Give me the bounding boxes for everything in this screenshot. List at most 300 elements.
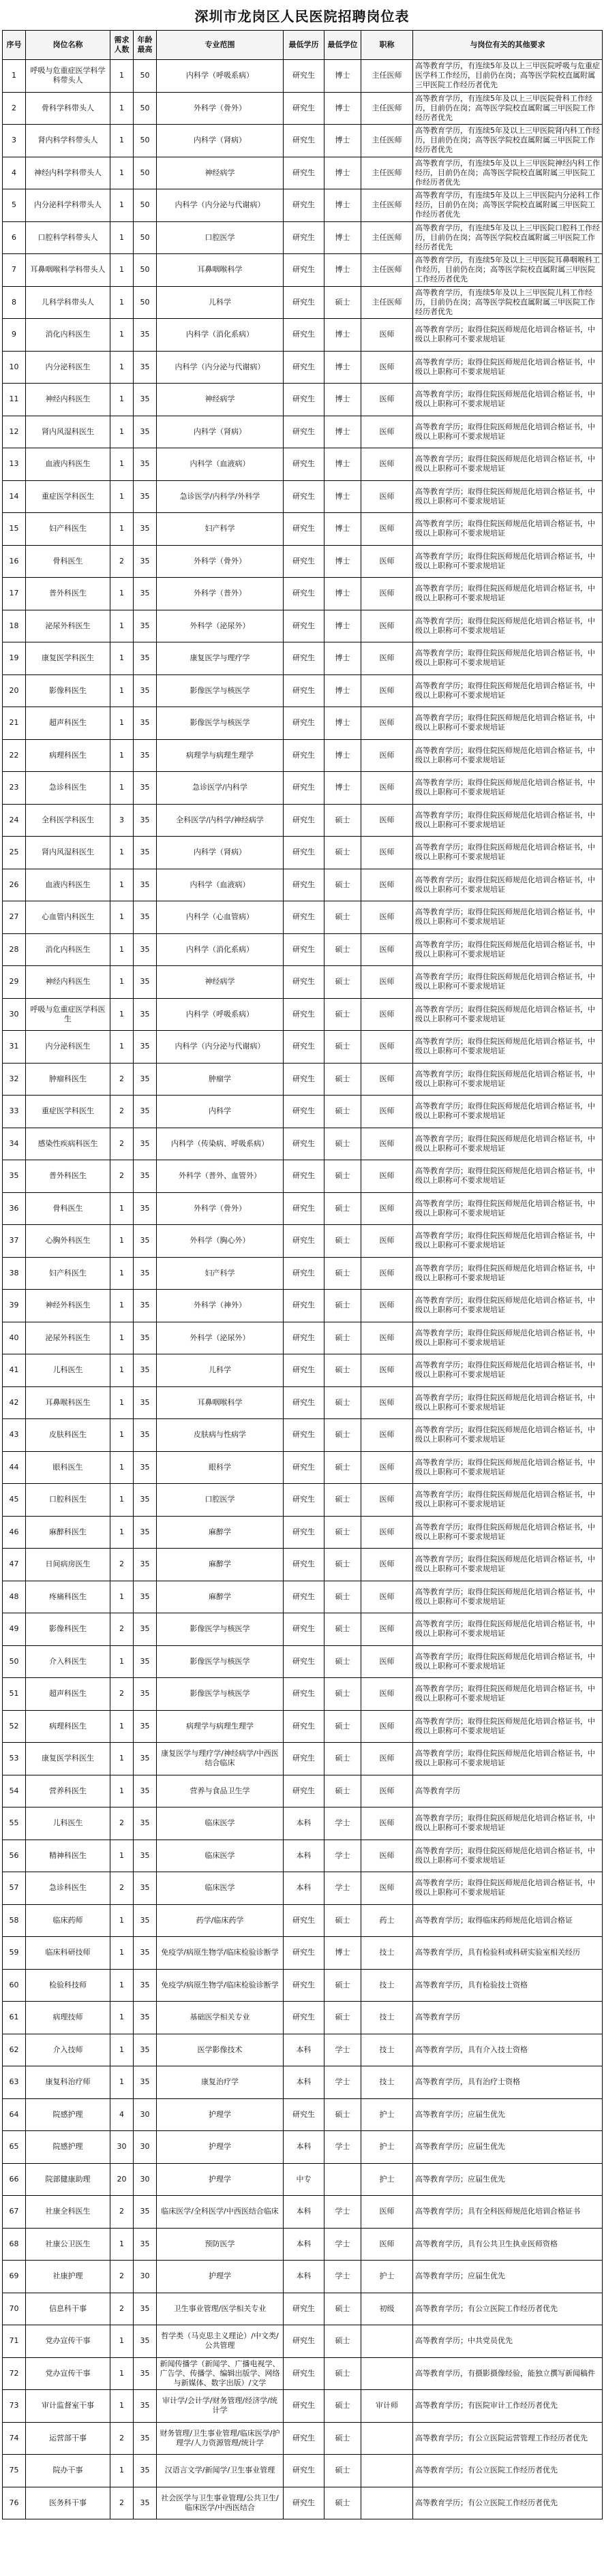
- cell-title: 主任医师: [361, 189, 413, 222]
- cell-index: 31: [3, 1031, 26, 1064]
- cell-position: 内分泌科学科带头人: [26, 189, 110, 222]
- cell-count: 1: [110, 1710, 134, 1743]
- cell-max-age: 35: [134, 1937, 157, 1970]
- table-row: [3, 1160, 603, 1193]
- cell-requirements: 高等教育学历；取得住院医师规范化培训合格证书，中级以上职称可不要求规培证: [413, 1419, 603, 1452]
- cell-position: 营养科医生: [26, 1775, 110, 1807]
- cell-count: 1: [110, 610, 134, 642]
- cell-requirements: 高等教育学历；取得住院医师规范化培训合格证书，中级以上职称可不要求规培证: [413, 772, 603, 805]
- cell-education: 研究生: [284, 933, 324, 966]
- cell-index: 61: [3, 2002, 26, 2034]
- cell-count: 2: [110, 545, 134, 578]
- cell-degree: 硕士: [324, 2487, 361, 2519]
- cell-max-age: 35: [134, 416, 157, 448]
- table-row: [3, 933, 603, 966]
- cell-index: 4: [3, 157, 26, 189]
- cell-education: 研究生: [284, 578, 324, 610]
- cell-position: 康复科治疗师: [26, 2066, 110, 2099]
- cell-title: 医师: [361, 1710, 413, 1743]
- cell-requirements: 高等教育学历；应届生优先: [413, 2098, 603, 2131]
- table-row: [3, 2390, 603, 2423]
- cell-index: 73: [3, 2390, 26, 2423]
- cell-education: 研究生: [284, 1192, 324, 1225]
- cell-title: 医师: [361, 674, 413, 707]
- cell-title: 医师: [361, 610, 413, 642]
- cell-degree: 硕士: [324, 1354, 361, 1387]
- table-row: [3, 1613, 603, 1646]
- cell-title: 护士: [361, 2261, 413, 2293]
- cell-education: 本科: [284, 1807, 324, 1840]
- cell-max-age: 50: [134, 60, 157, 93]
- cell-education: 研究生: [284, 2325, 324, 2358]
- cell-position: 神经内科学科带头人: [26, 157, 110, 189]
- cell-position: 麻醉科医生: [26, 1516, 110, 1549]
- cell-max-age: 35: [134, 1775, 157, 1807]
- cell-title: 医师: [361, 1192, 413, 1225]
- cell-major: 影像医学与核医学: [157, 1613, 284, 1646]
- cell-count: 1: [110, 60, 134, 93]
- cell-degree: 硕士: [324, 2098, 361, 2131]
- cell-index: 34: [3, 1128, 26, 1160]
- cell-degree: 硕士: [324, 1613, 361, 1646]
- table-row: [3, 674, 603, 707]
- cell-count: 1: [110, 2455, 134, 2487]
- cell-count: 2: [110, 1549, 134, 1581]
- cell-position: 儿科医生: [26, 1807, 110, 1840]
- cell-major: 财务管理/卫生事业管理/临床医学/护理学/人力资源管理/统计学: [157, 2422, 284, 2455]
- cell-requirements: 高等教育学历；取得住院医师规范化培训合格证书，中级以上职称可不要求规培证: [413, 869, 603, 901]
- cell-max-age: 35: [134, 837, 157, 869]
- cell-requirements: 高等教育学历，有连续5年及以上三甲医院骨科工作经历，目前仍在岗；高等医学院校直属附属三甲医院工作经历者优先: [413, 92, 603, 125]
- header-title: 职称: [361, 31, 413, 60]
- cell-max-age: 35: [134, 901, 157, 934]
- cell-max-age: 35: [134, 2422, 157, 2455]
- cell-max-age: 35: [134, 2002, 157, 2034]
- cell-education: 研究生: [284, 674, 324, 707]
- cell-education: 本科: [284, 1872, 324, 1905]
- cell-degree: 硕士: [324, 869, 361, 901]
- cell-max-age: 35: [134, 1484, 157, 1517]
- cell-degree: 博士: [324, 480, 361, 513]
- table-row: [3, 966, 603, 999]
- table-row: [3, 2325, 603, 2358]
- cell-major: 内科学（肾病）: [157, 837, 284, 869]
- cell-requirements: 高等教育学历；取得住院医师规范化培训合格证书，中级以上职称可不要求规培证: [413, 642, 603, 675]
- cell-index: 20: [3, 674, 26, 707]
- cell-count: 1: [110, 739, 134, 772]
- cell-major: 卫生事业管理/医学相关专业: [157, 2293, 284, 2325]
- cell-requirements: 高等教育学历，有摄影摄像经验，能独立撰写新闻稿件: [413, 2357, 603, 2390]
- cell-max-age: 35: [134, 1840, 157, 1872]
- cell-position: 耳鼻喉科医生: [26, 1386, 110, 1419]
- cell-position: 骨科医生: [26, 1192, 110, 1225]
- cell-index: 55: [3, 1807, 26, 1840]
- cell-degree: 学士: [324, 2066, 361, 2099]
- header-major: 专业范围: [157, 31, 284, 60]
- cell-education: 研究生: [284, 286, 324, 319]
- cell-max-age: 35: [134, 1613, 157, 1646]
- table-row: [3, 1678, 603, 1711]
- cell-education: 研究生: [284, 1710, 324, 1743]
- cell-count: 2: [110, 2487, 134, 2519]
- cell-education: 研究生: [284, 125, 324, 157]
- cell-degree: 硕士: [324, 1775, 361, 1807]
- cell-index: 38: [3, 1257, 26, 1290]
- cell-max-age: 35: [134, 1419, 157, 1452]
- cell-requirements: 高等教育学历；取得住院医师规范化培训合格证书，中级以上职称可不要求规培证: [413, 1743, 603, 1775]
- cell-position: 康复医学科医生: [26, 642, 110, 675]
- cell-title: [361, 2357, 413, 2390]
- cell-title: 审计师: [361, 2390, 413, 2423]
- cell-position: 心血管内科医生: [26, 901, 110, 934]
- cell-degree: 博士: [324, 513, 361, 546]
- table-row: [3, 707, 603, 740]
- cell-major: 外科学（普外、血管外）: [157, 1160, 284, 1193]
- cell-education: 研究生: [284, 2357, 324, 2390]
- cell-major: 内科学（内分泌与代谢病）: [157, 189, 284, 222]
- cell-education: 研究生: [284, 448, 324, 481]
- cell-title: [361, 2487, 413, 2519]
- cell-index: 42: [3, 1386, 26, 1419]
- cell-max-age: 35: [134, 545, 157, 578]
- cell-index: 41: [3, 1354, 26, 1387]
- cell-degree: 硕士: [324, 1386, 361, 1419]
- cell-position: 党办宣传干事: [26, 2325, 110, 2358]
- cell-degree: 硕士: [324, 1581, 361, 1613]
- cell-major: 护理学: [157, 2098, 284, 2131]
- table-row: [3, 2131, 603, 2164]
- cell-index: 32: [3, 1063, 26, 1096]
- cell-major: 审计学/会计学/财务管理/经济学/统计学: [157, 2390, 284, 2423]
- cell-degree: 博士: [324, 60, 361, 93]
- cell-education: 研究生: [284, 2487, 324, 2519]
- cell-education: 研究生: [284, 2098, 324, 2131]
- cell-max-age: 35: [134, 1516, 157, 1549]
- table-row: [3, 1937, 603, 1970]
- cell-max-age: 35: [134, 1225, 157, 1258]
- header-count: 需求人数: [110, 31, 134, 60]
- cell-title: 主任医师: [361, 60, 413, 93]
- cell-title: 医师: [361, 707, 413, 740]
- cell-max-age: 35: [134, 933, 157, 966]
- cell-requirements: 高等教育学历；取得住院医师规范化培训合格证书，中级以上职称可不要求规培证: [413, 480, 603, 513]
- cell-index: 43: [3, 1419, 26, 1452]
- cell-requirements: 高等教育学历；取得住院医师规范化培训合格证书，中级以上职称可不要求规培证: [413, 1516, 603, 1549]
- cell-major: 护理学: [157, 2163, 284, 2196]
- cell-education: 研究生: [284, 1678, 324, 1711]
- table-row: [3, 2098, 603, 2131]
- table-row: [3, 189, 603, 222]
- cell-education: 研究生: [284, 1451, 324, 1484]
- table-row: [3, 1516, 603, 1549]
- cell-position: 普外科医生: [26, 578, 110, 610]
- cell-position: 院部健康助理: [26, 2163, 110, 2196]
- cell-title: 医师: [361, 1354, 413, 1387]
- cell-degree: 博士: [324, 448, 361, 481]
- cell-education: 研究生: [284, 2293, 324, 2325]
- cell-major: 全科医学/内科学/神经病学: [157, 804, 284, 837]
- cell-index: 2: [3, 92, 26, 125]
- cell-title: 医师: [361, 1613, 413, 1646]
- cell-position: 内分泌科医生: [26, 1031, 110, 1064]
- cell-major: 内科学: [157, 1096, 284, 1128]
- cell-major: 病理学与病理生理学: [157, 1710, 284, 1743]
- cell-major: 肿瘤学: [157, 1063, 284, 1096]
- cell-max-age: 35: [134, 739, 157, 772]
- cell-major: 社会医学与卫生事业管理/公共卫生/临床医学/中西医结合: [157, 2487, 284, 2519]
- table-row: [3, 1969, 603, 2002]
- cell-education: 研究生: [284, 1904, 324, 1937]
- cell-degree: 博士: [324, 545, 361, 578]
- cell-position: 骨科学科带头人: [26, 92, 110, 125]
- cell-major: 外科学（泌尿外）: [157, 610, 284, 642]
- cell-max-age: 35: [134, 610, 157, 642]
- cell-max-age: 35: [134, 2034, 157, 2066]
- cell-degree: 硕士: [324, 1031, 361, 1064]
- cell-position: 超声科医生: [26, 1678, 110, 1711]
- cell-education: 研究生: [284, 60, 324, 93]
- cell-index: 45: [3, 1484, 26, 1517]
- cell-position: 超声科医生: [26, 707, 110, 740]
- cell-degree: 学士: [324, 1872, 361, 1905]
- cell-degree: 硕士: [324, 998, 361, 1031]
- cell-title: 医师: [361, 351, 413, 384]
- header-education: 最低学历: [284, 31, 324, 60]
- cell-index: 59: [3, 1937, 26, 1970]
- table-row: [3, 2228, 603, 2261]
- cell-degree: 博士: [324, 1937, 361, 1970]
- cell-title: 主任医师: [361, 286, 413, 319]
- cell-major: 急诊医学/内科学/外科学: [157, 480, 284, 513]
- cell-requirements: 高等教育学历；取得住院医师规范化培训合格证书，中级以上职称可不要求规培证: [413, 1192, 603, 1225]
- cell-max-age: 35: [134, 2228, 157, 2261]
- cell-degree: 学士: [324, 2034, 361, 2066]
- cell-title: 医师: [361, 642, 413, 675]
- cell-degree: 硕士: [324, 1549, 361, 1581]
- cell-education: 研究生: [284, 1743, 324, 1775]
- cell-position: 感染性疾病科医生: [26, 1128, 110, 1160]
- cell-max-age: 35: [134, 804, 157, 837]
- cell-count: 1: [110, 92, 134, 125]
- cell-major: 内科学（消化系病）: [157, 933, 284, 966]
- cell-max-age: 35: [134, 1678, 157, 1711]
- cell-major: 药学/临床药学: [157, 1904, 284, 1937]
- cell-requirements: 高等教育学历；取得住院医师规范化培训合格证书，中级以上职称可不要求规培证: [413, 1096, 603, 1128]
- cell-education: 研究生: [284, 2390, 324, 2423]
- cell-max-age: 50: [134, 125, 157, 157]
- cell-requirements: 高等教育学历；取得住院医师规范化培训合格证书，中级以上职称可不要求规培证: [413, 804, 603, 837]
- cell-max-age: 35: [134, 1322, 157, 1354]
- cell-max-age: 35: [134, 2196, 157, 2229]
- cell-position: 党办宣传干事: [26, 2357, 110, 2390]
- cell-index: 33: [3, 1096, 26, 1128]
- cell-major: 内科学（消化系病）: [157, 319, 284, 352]
- cell-count: 1: [110, 189, 134, 222]
- cell-major: 内科学（内分泌与代谢病）: [157, 1031, 284, 1064]
- cell-position: 急诊科医生: [26, 772, 110, 805]
- cell-count: 1: [110, 513, 134, 546]
- cell-max-age: 35: [134, 2455, 157, 2487]
- cell-major: 外科学（神外）: [157, 1290, 284, 1322]
- cell-degree: 硕士: [324, 1516, 361, 1549]
- cell-max-age: 35: [134, 2357, 157, 2390]
- cell-max-age: 35: [134, 772, 157, 805]
- cell-requirements: 高等教育学历；有公立医院工作经历者优先: [413, 2293, 603, 2325]
- cell-major: 眼科学: [157, 1451, 284, 1484]
- cell-requirements: 高等教育学历；取得住院医师规范化培训合格证书，中级以上职称可不要求规培证: [413, 901, 603, 934]
- cell-education: 研究生: [284, 1937, 324, 1970]
- cell-major: 影像医学与核医学: [157, 1645, 284, 1678]
- cell-index: 64: [3, 2098, 26, 2131]
- cell-title: [361, 2422, 413, 2455]
- cell-index: 53: [3, 1743, 26, 1775]
- cell-position: 重症医学科医生: [26, 480, 110, 513]
- cell-degree: 学士: [324, 2196, 361, 2229]
- cell-position: 肿瘤科医生: [26, 1063, 110, 1096]
- cell-major: 内科学（内分泌与代谢病）: [157, 351, 284, 384]
- cell-index: 16: [3, 545, 26, 578]
- cell-count: 2: [110, 1160, 134, 1193]
- cell-max-age: 30: [134, 2131, 157, 2164]
- cell-max-age: 35: [134, 998, 157, 1031]
- cell-title: 医师: [361, 1840, 413, 1872]
- cell-max-age: 35: [134, 1872, 157, 1905]
- cell-count: 1: [110, 1969, 134, 2002]
- cell-index: 9: [3, 319, 26, 352]
- cell-index: 49: [3, 1613, 26, 1646]
- cell-max-age: 50: [134, 221, 157, 254]
- cell-max-age: 35: [134, 2390, 157, 2423]
- table-row: [3, 2487, 603, 2519]
- cell-degree: 硕士: [324, 837, 361, 869]
- cell-position: 精神科医生: [26, 1840, 110, 1872]
- cell-major: 外科学（骨外）: [157, 545, 284, 578]
- table-row: [3, 513, 603, 546]
- cell-major: 耳鼻咽喉科学: [157, 254, 284, 287]
- cell-education: 研究生: [284, 642, 324, 675]
- cell-max-age: 35: [134, 1581, 157, 1613]
- table-row: [3, 2034, 603, 2066]
- cell-degree: 硕士: [324, 1192, 361, 1225]
- cell-index: 3: [3, 125, 26, 157]
- cell-position: 全科医学科医生: [26, 804, 110, 837]
- cell-major: 耳鼻咽喉科学: [157, 1386, 284, 1419]
- cell-title: 医师: [361, 545, 413, 578]
- cell-degree: 硕士: [324, 2325, 361, 2358]
- cell-requirements: 高等教育学历；取得住院医师规范化培训合格证书，中级以上职称可不要求规培证: [413, 351, 603, 384]
- cell-requirements: 高等教育学历，有连续5年及以上三甲医院肾内科工作经历，目前仍在岗；高等医学院校直属附属三甲医院工作经历者优先: [413, 125, 603, 157]
- cell-major: 哲学类（马克思主义理论）/中文类/公共管理: [157, 2325, 284, 2358]
- cell-max-age: 35: [134, 1451, 157, 1484]
- cell-degree: 硕士: [324, 1322, 361, 1354]
- table-row: [3, 2196, 603, 2229]
- table-row: [3, 1322, 603, 1354]
- cell-requirements: 高等教育学历；取得住院医师规范化培训合格证书，中级以上职称可不要求规培证: [413, 998, 603, 1031]
- cell-degree: 硕士: [324, 1743, 361, 1775]
- cell-requirements: 高等教育学历；取得住院医师规范化培训合格证书，中级以上职称可不要求规培证: [413, 578, 603, 610]
- cell-max-age: 35: [134, 642, 157, 675]
- cell-index: 76: [3, 2487, 26, 2519]
- cell-count: 1: [110, 1386, 134, 1419]
- table-row: [3, 1840, 603, 1872]
- table-row: [3, 254, 603, 287]
- cell-major: 妇产科学: [157, 513, 284, 546]
- table-header-row: [3, 31, 603, 60]
- cell-major: 预防医学: [157, 2228, 284, 2261]
- cell-position: 儿科医生: [26, 1354, 110, 1387]
- cell-count: 1: [110, 1354, 134, 1387]
- cell-education: 研究生: [284, 1645, 324, 1678]
- cell-count: 1: [110, 1775, 134, 1807]
- cell-title: 医师: [361, 2196, 413, 2229]
- cell-max-age: 30: [134, 2163, 157, 2196]
- cell-count: 1: [110, 901, 134, 934]
- table-row: [3, 578, 603, 610]
- cell-index: 11: [3, 384, 26, 416]
- cell-degree: 博士: [324, 125, 361, 157]
- cell-index: 17: [3, 578, 26, 610]
- cell-degree: 硕士: [324, 933, 361, 966]
- cell-title: 医师: [361, 869, 413, 901]
- cell-count: 1: [110, 1743, 134, 1775]
- cell-count: 1: [110, 1290, 134, 1322]
- cell-major: 汉语言文学/新闻学/卫生事业管理: [157, 2455, 284, 2487]
- cell-degree: 博士: [324, 610, 361, 642]
- cell-index: 66: [3, 2163, 26, 2196]
- cell-education: 本科: [284, 2196, 324, 2229]
- cell-position: 审计监督室干事: [26, 2390, 110, 2423]
- cell-count: 1: [110, 448, 134, 481]
- cell-requirements: 高等教育学历；应届生优先: [413, 2131, 603, 2164]
- cell-degree: [324, 2163, 361, 2196]
- cell-position: 疼痛科医生: [26, 1581, 110, 1613]
- cell-major: 麻醉学: [157, 1581, 284, 1613]
- cell-requirements: 高等教育学历；取得住院医师规范化培训合格证书，中级以上职称可不要求规培证: [413, 707, 603, 740]
- cell-major: 临床医学: [157, 1840, 284, 1872]
- cell-degree: 博士: [324, 772, 361, 805]
- cell-index: 24: [3, 804, 26, 837]
- cell-count: 1: [110, 157, 134, 189]
- cell-education: 研究生: [284, 772, 324, 805]
- table-row: [3, 1192, 603, 1225]
- cell-index: 46: [3, 1516, 26, 1549]
- cell-count: 1: [110, 1937, 134, 1970]
- cell-title: 医师: [361, 513, 413, 546]
- table-row: [3, 1031, 603, 1064]
- cell-requirements: 高等教育学历，具有治疗士资格: [413, 2066, 603, 2099]
- table-row: [3, 125, 603, 157]
- cell-degree: 博士: [324, 351, 361, 384]
- cell-max-age: 35: [134, 2487, 157, 2519]
- cell-index: 63: [3, 2066, 26, 2099]
- cell-max-age: 50: [134, 92, 157, 125]
- cell-requirements: 高等教育学历；取得住院医师规范化培训合格证书，中级以上职称可不要求规培证: [413, 1386, 603, 1419]
- cell-education: 研究生: [284, 707, 324, 740]
- cell-major: 营养与食品卫生学: [157, 1775, 284, 1807]
- cell-major: 神经病学: [157, 157, 284, 189]
- cell-title: 医师: [361, 1290, 413, 1322]
- cell-degree: 硕士: [324, 2002, 361, 2034]
- cell-degree: 硕士: [324, 2390, 361, 2423]
- cell-major: 口腔医学: [157, 221, 284, 254]
- cell-index: 51: [3, 1678, 26, 1711]
- cell-position: 院感护理: [26, 2131, 110, 2164]
- table-row: [3, 1063, 603, 1096]
- cell-education: 研究生: [284, 221, 324, 254]
- cell-max-age: 35: [134, 869, 157, 901]
- cell-degree: 博士: [324, 578, 361, 610]
- cell-degree: 博士: [324, 416, 361, 448]
